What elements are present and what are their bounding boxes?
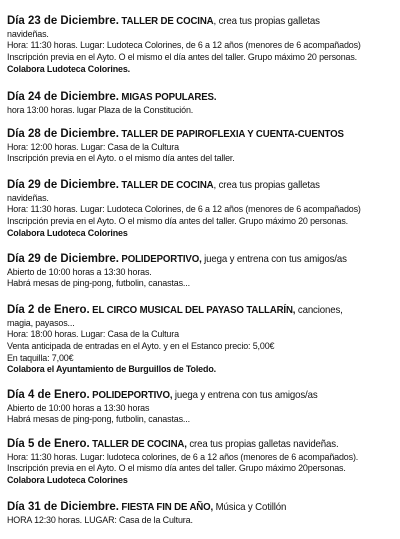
event-detail: navideñas. — [7, 192, 49, 204]
event-dec-23-cooking — [7, 14, 395, 75]
event-detail: En taquilla: 7,00€ — [7, 352, 74, 364]
event-date: Día 5 de Enero. — [7, 436, 90, 450]
event-title-extra: juega y entrena con tus amigos/as — [172, 390, 318, 401]
event-dec-28-papiroflexia — [7, 127, 395, 165]
event-date: Día 4 de Enero. — [7, 387, 90, 401]
event-detail: HORA 12:30 horas. LUGAR: Casa de la Cultura. — [7, 514, 193, 526]
event-detail: Inscripción previa en el Ayto. O el mismo día antes del taller. Grupo máximo 20personas. — [7, 463, 346, 475]
event-detail: Hora: 11:30 horas. Lugar: Ludoteca Colorines, de 6 a 12 años (menores de 6 acompañados) — [7, 40, 361, 52]
event-title: TALLER DE PAPIROFLEXIA Y CUENTA-CUENTOS — [121, 129, 344, 140]
event-heading — [7, 178, 368, 193]
event-detail: navideñas. — [7, 28, 49, 40]
event-title-extra: juega y entrena con tus amigos/as — [201, 254, 347, 265]
event-date: Día 24 de Diciembre. — [7, 89, 119, 103]
event-detail: Inscripción previa en el Ayto. O el mismo día antes del taller. Grupo máximo 20 personas. — [7, 215, 349, 227]
event-collaborator: Colabora Ludoteca Colorines — [7, 227, 128, 239]
event-heading — [7, 90, 368, 105]
event-title-extra: , crea tus propias galletas — [213, 16, 320, 27]
event-collaborator: Colabora Ludoteca Colorines. — [7, 63, 131, 75]
event-title: POLIDEPORTIVO, — [121, 254, 202, 265]
event-jan-5-cooking — [7, 437, 395, 487]
event-title: TALLER DE COCINA — [121, 16, 214, 27]
event-title-extra: crea tus propias galletas navideñas. — [186, 439, 339, 450]
event-heading — [7, 127, 368, 142]
event-date: Día 29 de Diciembre. — [7, 177, 119, 191]
event-heading — [7, 500, 368, 515]
event-date: Día 31 de Diciembre. — [7, 499, 119, 513]
event-title: EL CIRCO MUSICAL DEL PAYASO TALLARÍN, — [92, 305, 296, 316]
event-detail: Abierto de 10:00 horas a 13:30 horas — [7, 402, 150, 414]
event-date: Día 28 de Diciembre. — [7, 126, 119, 140]
event-title-extra: , crea tus propias galletas — [213, 180, 320, 191]
event-title: FIESTA FIN DE AÑO, — [121, 502, 214, 513]
event-heading — [7, 437, 368, 452]
event-date: Día 23 de Diciembre. — [7, 13, 119, 27]
event-detail: Inscripción previa en el Ayto. O el mismo el día antes del taller. Grupo máximo 20 personas. — [7, 51, 358, 63]
event-detail: Venta anticipada de entradas en el Ayto. y en el Estanco precio: 5,00€ — [7, 340, 275, 352]
event-detail: Hora: 18:00 horas. Lugar: Casa de la Cultura — [7, 329, 179, 341]
event-date: Día 2 de Enero. — [7, 302, 90, 316]
event-dec-31-new-year — [7, 500, 395, 526]
event-collaborator: Colabora el Ayuntamiento de Burguillos de Toledo. — [7, 364, 216, 376]
event-detail: magia, payasos... — [7, 317, 75, 329]
event-title: TALLER DE COCINA — [121, 180, 214, 191]
event-title: TALLER DE COCINA, — [92, 439, 187, 450]
event-jan-4-polideportivo — [7, 388, 395, 426]
event-detail: Hora: 11:30 horas. Lugar: ludoteca colorines, de 6 a 12 años (menores de 6 acompañados). — [7, 451, 359, 463]
event-detail: Inscripción previa en el Ayto. o el mismo día antes del taller. — [7, 153, 235, 165]
event-title-extra: Música y Cotillón — [213, 502, 287, 513]
event-heading — [7, 388, 368, 403]
event-date: Día 29 de Diciembre. — [7, 251, 119, 265]
event-title: MIGAS POPULARES. — [121, 92, 217, 103]
event-detail: Habrá mesas de ping-pong, futbolin, canastas... — [7, 278, 190, 290]
event-collaborator: Colabora Ludoteca Colorines — [7, 474, 128, 486]
event-detail: hora 13:00 horas. lugar Plaza de la Constitución. — [7, 104, 194, 116]
event-detail: Hora: 12:00 horas. Lugar: Casa de la Cultura — [7, 141, 179, 153]
event-title: POLIDEPORTIVO, — [92, 390, 173, 401]
event-detail: Hora: 11:30 horas. Lugar: Ludoteca Colorines, de 6 a 12 años (menores de 6 acompañados) — [7, 204, 361, 216]
event-jan-2-circus — [7, 303, 395, 376]
event-dec-24-migas — [7, 90, 395, 116]
event-detail: Habrá mesas de ping-pong, futbolin, canastas... — [7, 414, 190, 426]
event-heading — [7, 14, 368, 29]
event-dec-29-polideportivo — [7, 252, 395, 290]
event-heading — [7, 252, 368, 267]
event-title-extra: canciones, — [295, 305, 343, 316]
event-dec-29-cooking — [7, 178, 395, 239]
event-detail: Abierto de 10:00 horas a 13:30 horas. — [7, 266, 152, 278]
event-heading — [7, 303, 368, 318]
